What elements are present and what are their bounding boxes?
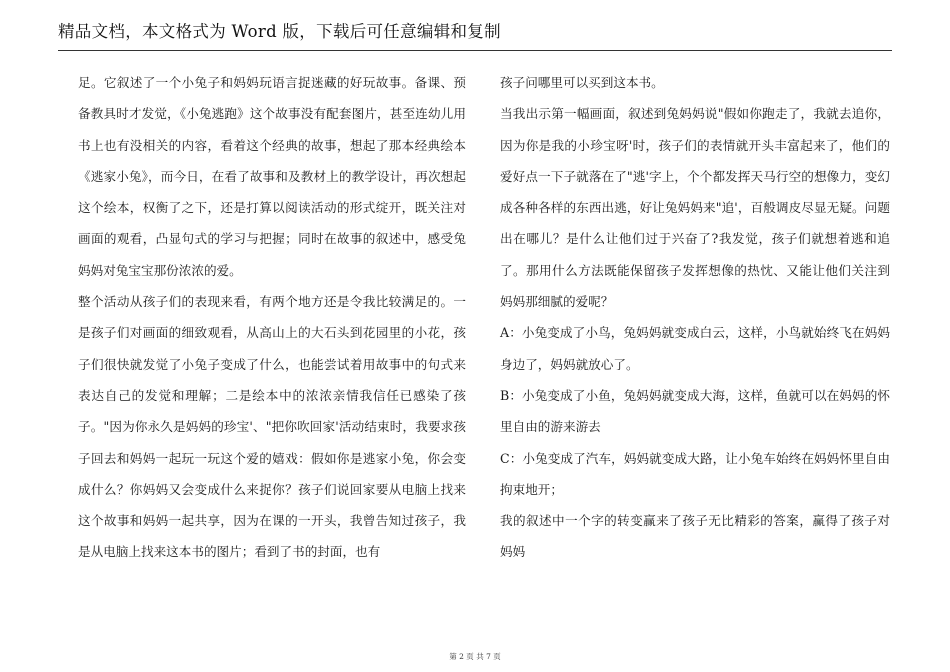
paragraph: A：小兔变成了小鸟，兔妈妈就变成白云，这样，小鸟就始终飞在妈妈身边了，妈妈就放心了。	[500, 325, 890, 372]
document-header: 精品文档，本文格式为 Word 版，下载后可任意编辑和复制	[58, 22, 501, 41]
paragraph: C：小兔变成了汽车，妈妈就变成大路，让小兔车始终在妈妈怀里自由拘束地开；	[500, 450, 890, 497]
paragraph: 整个活动从孩子们的表现来看，有两个地方还是令我比较满足的。一是孩子们对画面的细致观看，从高山上的大石头到花园里的小花，孩子们很快就发觉了小兔子变成了什么，也能尝试着用故事中的句式来表达自己的发觉和理解；二是绘本中的浓浓亲情我信任已感染了孩子。"因为你永久是妈妈的珍宝'、"把你吹回家'活动结束时，我要求孩子回去和妈妈一起玩一玩这个爱的嬉戏：假如你是逃家小兔，你会变成什么？你妈妈又会变成什么来捉你？孩子们说回家要从电脑上找来这个故事和妈妈一起共享，因为在课的一开头，我曾告知过孩子，我是从电脑上找来这本书的图片；看到了书的封面，也有	[78, 294, 466, 560]
page-number: 第 2 页 共 7 页	[449, 652, 501, 661]
paragraph: 当我出示第一幅画面，叙述到兔妈妈说"假如你跑走了，我就去追你，因为你是我的小珍宝呀'时，孩子们的表情就开头丰富起来了，他们的爱好点一下子就落在了"逃'字上，个个都发挥天马行空的想像力，变幻成各种各样的东西出逃，好让兔妈妈来"追'，百般调皮尽显无疑。问题出在哪儿？是什么让他们过于兴奋了?我发觉，孩子们就想着逃和追了。那用什么方法既能保留孩子发挥想像的热忱、又能让他们关注到妈妈那细腻的爱呢？	[500, 106, 890, 310]
paragraph: 我的叙述中一个字的转变赢来了孩子无比精彩的答案，赢得了孩子对妈妈	[500, 513, 890, 560]
left-column	[78, 67, 466, 568]
paragraph: 足。它叙述了一个小兔子和妈妈玩语言捉迷藏的好玩故事。备课、预备教具时才发觉，《小兔逃跑》这个故事没有配套图片，甚至连幼儿用书上也有没相关的内容，看着这个经典的故事，想起了那本经典绘本《逃家小兔》，而今日，在看了故事和及教材上的教学设计，再次想起这个绘本，权衡了之下，还是打算以阅读活动的形式绽开，既关注对画面的观看，凸显句式的学习与把握；同时在故事的叙述中，感受兔妈妈对兔宝宝那份浓浓的爱。	[78, 75, 466, 278]
header-divider	[58, 50, 892, 51]
right-column	[500, 67, 890, 568]
paragraph: 孩子问哪里可以买到这本书。	[500, 75, 664, 90]
paragraph: B：小兔变成了小鱼，兔妈妈就变成大海，这样，鱼就可以在妈妈的怀里自由的游来游去	[500, 387, 890, 435]
